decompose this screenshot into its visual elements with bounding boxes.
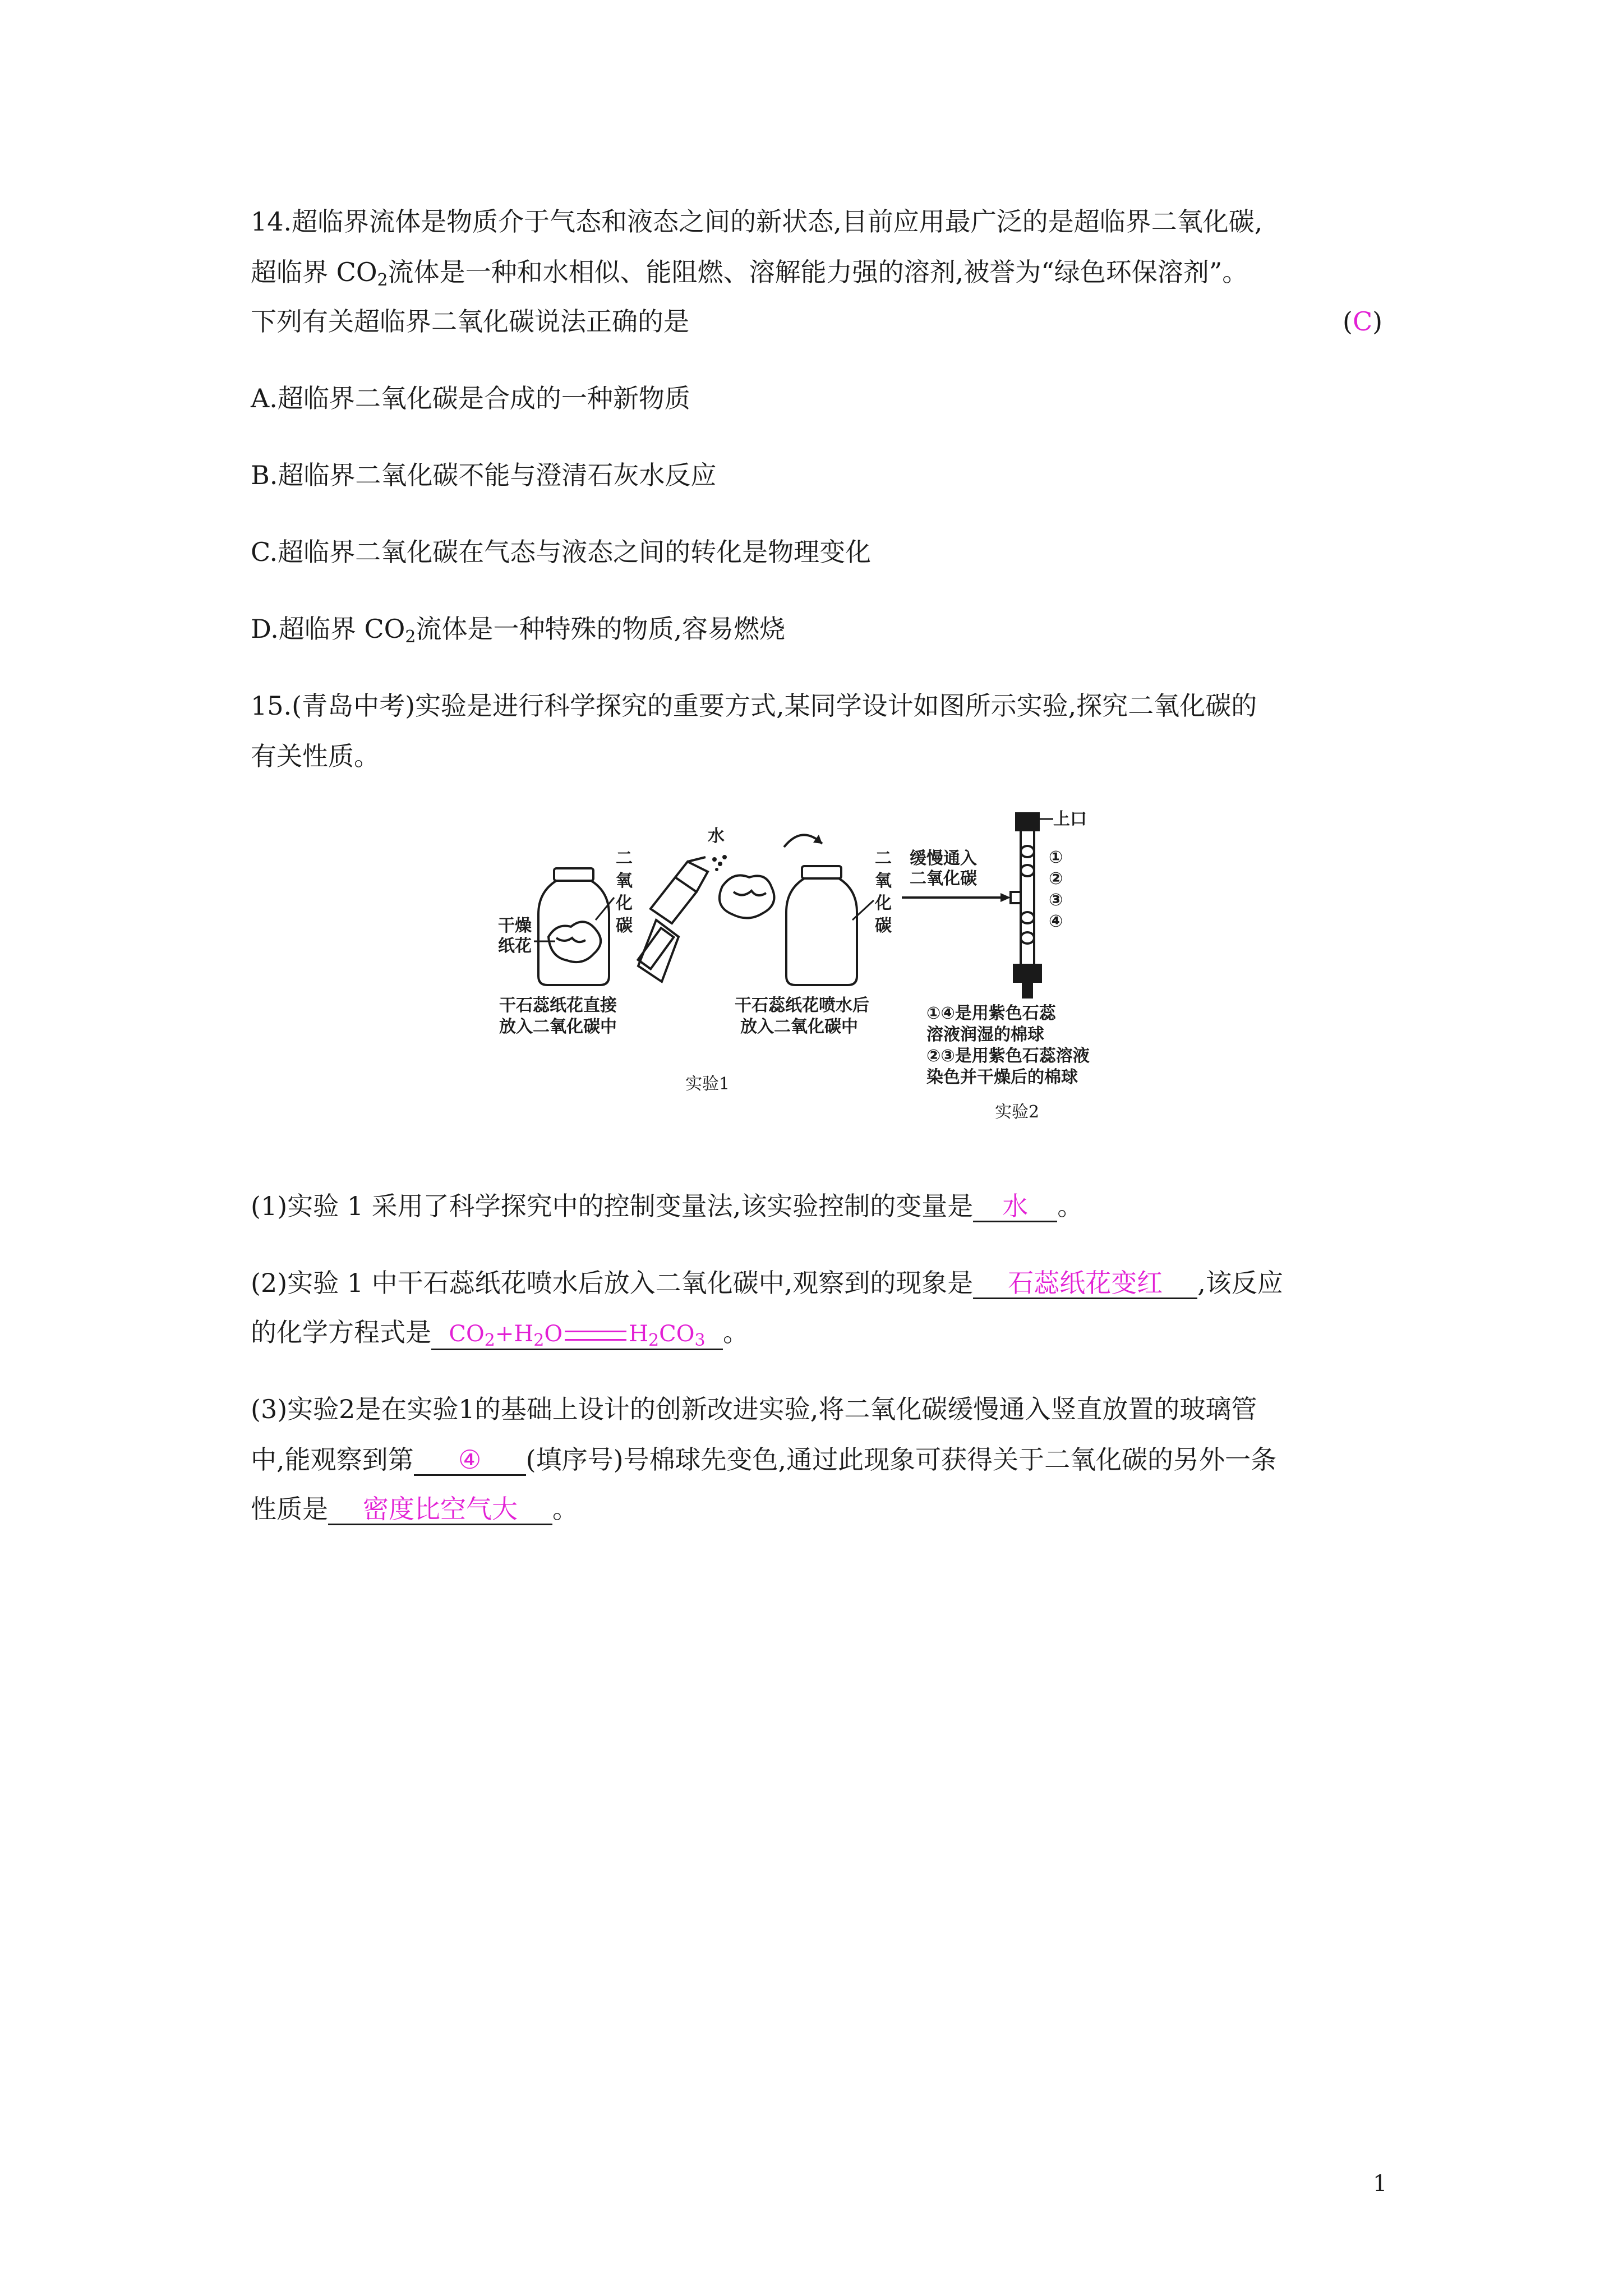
top-opening-label: 上口 [1053,809,1087,829]
q14-option-d-pre: D.超临界 CO [251,614,405,644]
q15-part-2-blank [973,1268,1197,1299]
eq-co: CO [449,1321,485,1347]
jar-2-caption-1: 干石蕊纸花喷水后 [735,996,869,1015]
q15-line-2: 有关性质。 [251,741,380,771]
eq-co3: CO [659,1321,695,1347]
co2-label-jar1-3: 化 [616,894,633,913]
q15-part-2-answer: 石蕊纸花变红 [1008,1268,1163,1298]
co2-label-jar2-1: 二 [875,849,892,868]
paren-close: ) [1372,306,1383,337]
q15-part-2-end: 。 [723,1317,749,1347]
eq-h2: H [629,1321,649,1347]
q15-part-1 [251,1189,1083,1223]
q15-part-3-line-3 [251,1492,578,1526]
slow-co2-label-2: 二氧化碳 [910,869,977,889]
eq-o: O [544,1321,563,1347]
water-label: 水 [708,826,725,846]
ball-label-3: ③ [1049,890,1063,910]
ball-label-1: ① [1049,848,1063,867]
dry-flower-label-1: 干燥 [498,916,532,936]
q15-part-2-line-1 [251,1266,1283,1300]
co2-label-jar2-2: 氧 [875,871,892,891]
slow-co2-label-1: 缓慢通入 [910,849,977,868]
ball-label-4: ④ [1049,912,1063,931]
q14-line-3: 下列有关超临界二氧化碳说法正确的是 [251,306,689,337]
q15-part-3-line-3-end: 。 [552,1494,578,1524]
eq-co3-sub: 3 [694,1331,706,1350]
note-line-1: ①④是用紫色石蕊 [926,1004,1056,1023]
q14-option-d [251,612,785,646]
q15-line-1: 15.(青岛中考)实验是进行科学探究的重要方式,某同学设计如图所示实验,探究二氧化碳的 [251,691,1257,721]
q15-part-1-end: 。 [1057,1191,1083,1221]
experiment-diagram [488,808,1150,1144]
co2-label-jar1-2: 氧 [616,871,633,891]
ball-label-2: ② [1049,869,1063,889]
q15-part-1-blank [973,1191,1057,1222]
jar-1-icon [538,868,609,985]
co2-label-jar1-1: 二 [616,849,633,868]
q15-part-2-line-2-text: 的化学方程式是 [251,1317,431,1347]
glass-tube-icon [1011,813,1041,997]
eq-h2-sub: 2 [648,1331,660,1350]
q14-line-2-post: 流体是一种和水相似、能阻燃、溶解能力强的溶剂,被誉为“绿色环保溶剂”。 [388,257,1248,287]
q14-option-c: C.超临界二氧化碳在气态与液态之间的转化是物理变化 [251,537,872,567]
q15-part-3-answer-2: 密度比空气大 [363,1494,518,1524]
page-number: 1 [1373,2171,1387,2197]
q15-part-3-blank-2 [328,1494,552,1525]
q14-option-a: A.超临界二氧化碳是合成的一种新物质 [251,383,690,413]
co2-pointer-1 [596,898,614,920]
note-line-2: 溶液润湿的棉球 [926,1025,1044,1045]
q15-equation-blank [431,1319,723,1350]
q15-part-3-answer: ④ [458,1444,482,1475]
note-line-3: ②③是用紫色石蕊溶液 [926,1046,1090,1066]
q14-line-2-pre: 超临界 CO [251,257,377,287]
q14-line-2 [251,255,1248,289]
q15-part-3-line-1: (3)实验2是在实验1的基础上设计的创新改进实验,将二氧化碳缓慢通入竖直放置的玻璃管 [251,1394,1257,1424]
equals-sign-icon [565,1331,626,1341]
co2-subscript: 2 [405,627,416,647]
jar-2-icon [786,866,857,985]
jar-1-caption-2: 放入二氧化碳中 [499,1017,617,1037]
note-line-4: 染色并干燥后的棉球 [926,1068,1078,1087]
q15-part-1-text: (1)实验 1 采用了科学探究中的控制变量法,该实验控制的变量是 [251,1191,974,1221]
q15-part-2-post: ,该反应 [1197,1268,1283,1298]
q15-part-3-line-2-post: (填序号)号棉球先变色,通过此现象可获得关于二氧化碳的另外一条 [525,1444,1277,1475]
co2-label-jar2-4: 碳 [875,916,892,936]
jar-2-caption-2: 放入二氧化碳中 [740,1017,858,1037]
experiment-2-caption: 实验2 [995,1102,1040,1122]
eq-h-sub: 2 [533,1331,545,1350]
eq-plus-h: +H [495,1321,534,1347]
experiment-1-caption: 实验1 [685,1074,730,1094]
experiment-figure [488,808,1150,1144]
q15-part-2-text: (2)实验 1 中干石蕊纸花喷水后放入二氧化碳中,观察到的现象是 [251,1268,974,1298]
co2-label-jar1-4: 碳 [616,916,633,936]
co2-label-jar2-3: 化 [875,894,892,913]
eq-co-sub: 2 [484,1331,495,1350]
q14-answer: C [1352,306,1373,337]
spray-drops [712,855,727,871]
paren-open: ( [1343,306,1353,337]
q14-line-1: 14.超临界流体是物质介于气态和液态之间的新状态,目前应用最广泛的是超临界二氧化碳, [251,206,1263,237]
wet-flower-icon [720,875,774,918]
q14-answer-bracket [1343,305,1382,338]
spray-bottle-icon [638,857,708,982]
q15-part-3-blank [414,1445,526,1476]
co2-subscript: 2 [377,270,388,290]
q14-option-d-post: 流体是一种特殊的物质,容易燃烧 [416,614,786,644]
flow-arrowhead [1000,893,1011,902]
q15-part-3-line-3-pre: 性质是 [251,1494,328,1524]
q15-part-3-line-2 [251,1443,1276,1476]
q15-part-3-line-2-pre: 中,能观察到第 [251,1444,414,1475]
q14-option-b: B.超临界二氧化碳不能与澄清石灰水反应 [251,460,717,490]
q15-part-1-answer: 水 [1002,1191,1029,1221]
jar-1-caption-1: 干石蕊纸花直接 [499,996,617,1015]
q15-part-2-line-2 [251,1315,749,1350]
dry-flower-label-2: 纸花 [498,936,532,956]
